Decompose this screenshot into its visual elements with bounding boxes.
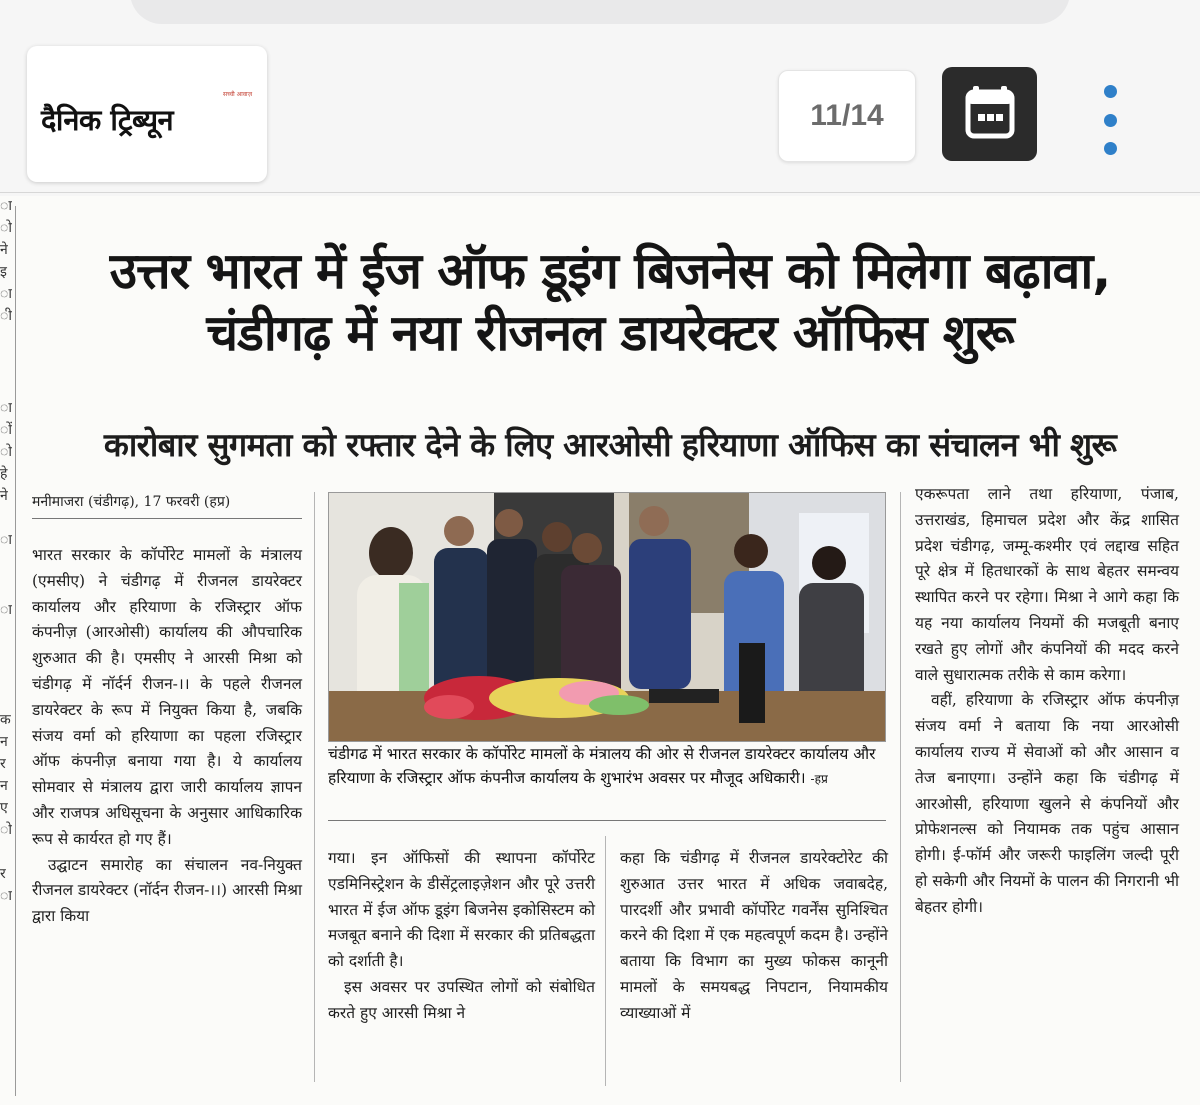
adjacent-column-glyph <box>0 622 12 644</box>
newspaper-logo[interactable] <box>27 46 267 182</box>
calendar-button[interactable] <box>942 67 1037 161</box>
article-column-1 <box>32 543 302 930</box>
adjacent-column-glyph <box>0 644 12 666</box>
column-divider-1 <box>314 492 315 1082</box>
adjacent-column-glyph: ो <box>0 444 12 460</box>
adjacent-column-glyph: ने <box>0 488 8 504</box>
article-column-4 <box>915 482 1179 921</box>
column-2-paragraph-2: इस अवसर पर उपस्थित लोगों को संबोधित करते हुए आरसी मिश्रा ने <box>328 977 595 1022</box>
column-2-paragraph-1: गया। इन ऑफिसों की स्थापना कॉर्पोरेट एडमिनिस्ट्रेशन के डीसेंट्रलाइज़ेशन और पूरे उत्तरी भारत में ईज ऑफ डूइंग बिजनेस इकोसिस्टम को मजबूत बनाने की दिशा में सरकार की प्रतिबद्धता को दर्शाती है। <box>328 849 595 971</box>
dateline: मनीमाजरा (चंडीगढ़), 17 फरवरी (हप्र) <box>32 494 231 510</box>
dateline-rule <box>32 518 302 519</box>
epaper-page[interactable] <box>0 196 1200 1105</box>
article-photo[interactable] <box>328 492 886 742</box>
column-divider-2 <box>605 836 606 1086</box>
adjacent-column-glyph: ों <box>0 422 12 438</box>
column-4-paragraph-2: वहीं, हरियाणा के रजिस्ट्रार ऑफ कंपनीज़ संजय वर्मा ने बताया कि नया आरओसी कार्यालय राज्य में सेवाओं को और आसान व तेज बनाएगा। उन्होंने कहा कि चंडीगढ़ में आरओसी, हरियाणा खुलने से कंपनियों और प्रोफेशनल्स को नियामक तक पहुंच आसान होगी। ई-फॉर्म और जरूरी फाइलिंग जल्दी पूरी हो सकेगी और नियमों के पालन की निगरानी भी बेहतर होगी। <box>915 691 1179 916</box>
adjacent-column-glyph: इ <box>0 264 7 280</box>
adjacent-column-glyph: ा <box>0 888 12 904</box>
adjacent-column-glyph: हे <box>0 466 8 482</box>
adjacent-column-glyph: ी <box>0 308 12 324</box>
logo-tagline: सच्ची आवाज़ <box>223 91 253 98</box>
adjacent-column-glyph: ो <box>0 822 12 838</box>
adjacent-column-glyph: ा <box>0 602 12 618</box>
adjacent-column-glyph <box>0 688 12 710</box>
article-column-3 <box>620 846 888 1027</box>
adjacent-column-glyph <box>0 508 12 530</box>
adjacent-column-glyph: न <box>0 734 8 750</box>
toolbar-divider <box>0 192 1200 193</box>
caption-rule <box>328 820 886 821</box>
headline-line-2: चंडीगढ़ में नया रीजनल डायरेक्टर ऑफिस शुरू <box>206 304 1014 362</box>
headline-line-1: उत्तर भारत में ईज ऑफ डूइंग बिजनेस को मिलेगा बढ़ावा, <box>109 242 1111 300</box>
column-1-paragraph-1: भारत सरकार के कॉर्पोरेट मामलों के मंत्रालय (एमसीए) ने चंडीगढ़ में रीजनल डायरेक्टर कार्यालय और हरियाणा के रजिस्ट्रार ऑफ कंपनीज़ (आरओसी) कार्यालय की औपचारिक शुरुआत की है। एमसीए ने आरसी मिश्रा को चंडीगढ़ में नॉर्दर्न रीजन-।। के पहले रीजनल डायरेक्टर के रूप में नियुक्त किया है, जबकि संजय वर्मा को हरियाणा का पहला रजिस्ट्रार ऑफ कंपनीज़ बनाया गया है। ये कार्यालय सोमवार से मंत्रालय द्वारा जारी कार्यालय ज्ञापन और राजपत्र अधिसूचना के अनुसार आधिकारिक रूप से कार्यरत हो गए हैं। <box>32 546 302 848</box>
adjacent-column-glyph: ा <box>0 286 12 302</box>
adjacent-column-glyph: ो <box>0 220 12 236</box>
page-indicator[interactable]: 11/14 <box>778 70 916 162</box>
adjacent-column-glyph: ा <box>0 198 12 214</box>
column-divider-3 <box>900 492 901 1082</box>
logo-text: दैनिक ट्रिब्यून <box>41 103 174 137</box>
adjacent-column-edge <box>0 196 12 1105</box>
column-divider-left <box>15 206 16 1096</box>
adjacent-column-glyph: र <box>0 756 6 772</box>
adjacent-column-glyph: ए <box>0 800 8 816</box>
adjacent-column-glyph <box>0 842 12 864</box>
more-vertical-icon-dot-3 <box>1104 142 1117 155</box>
adjacent-column-glyph <box>0 328 12 398</box>
address-bar[interactable] <box>130 0 1070 24</box>
adjacent-column-glyph <box>0 666 12 688</box>
adjacent-column-glyph: क <box>0 712 11 728</box>
column-1-paragraph-2: उद्घाटन समारोह का संचालन नव-नियुक्त रीजनल डायरेक्टर (नॉर्दन रीजन-।।) आरसी मिश्रा द्वारा किया <box>32 855 302 926</box>
article-headline <box>20 240 1200 364</box>
photo-credit: -हप्र <box>810 772 828 786</box>
more-vertical-icon-dot-1 <box>1104 85 1117 98</box>
photo-caption <box>328 742 886 791</box>
column-3-paragraph-1: कहा कि चंडीगढ़ में रीजनल डायरेक्टोरेट की शुरुआत उत्तर भारत में अधिक जवाबदेह, पारदर्शी और प्रभावी कॉर्पोरेट गवर्नेंस सुनिश्चित करने की दिशा में एक महत्वपूर्ण कदम है। उन्होंने बताया कि विभाग का मुख्य फोकस कानूनी मामलों के समयबद्ध निपटान, नियामकीय व्याख्याओं में <box>620 849 888 1022</box>
more-vertical-icon-dot-2 <box>1104 114 1117 127</box>
article-subheadline: कारोबार सुगमता को रफ्तार देने के लिए आरओसी हरियाणा ऑफिस का संचालन भी शुरू <box>103 426 1117 464</box>
column-4-paragraph-1: एकरूपता लाने तथा हरियाणा, पंजाब, उत्तराखंड, हिमाचल प्रदेश और केंद्र शासित प्रदेश चंडीगढ़, जम्मू-कश्मीर एवं लद्दाख सहित पूरे क्षेत्र में हितधारकों के साथ बेहतर समन्वय स्थापित करने पर रहेगा। मिश्रा ने आगे कहा कि यह नया कार्यालय नियमों की मजबूती बनाए रखते हुए लोगों और कंपनियों की मदद करने वाले सुधारात्मक तरीके से काम करेगा। <box>915 485 1179 684</box>
article-column-2 <box>328 846 595 1027</box>
adjacent-column-glyph: ा <box>0 532 12 548</box>
adjacent-column-glyph: ने <box>0 242 8 258</box>
more-options-button[interactable] <box>1090 85 1130 155</box>
calendar-icon <box>965 85 1015 143</box>
adjacent-column-glyph: र <box>0 866 6 882</box>
photo-caption-text: चंडीगढ में भारत सरकार के कॉर्पोरेट मामलों के मंत्रालय की ओर से रीजनल डायरेक्टर कार्यालय और हरियाणा के रजिस्ट्रार ऑफ कंपनीज कार्यालय के शुभारंभ अवसर पर मौजूद अधिकारी। <box>328 745 876 787</box>
adjacent-column-glyph: ा <box>0 400 12 416</box>
adjacent-column-glyph: न <box>0 778 8 794</box>
